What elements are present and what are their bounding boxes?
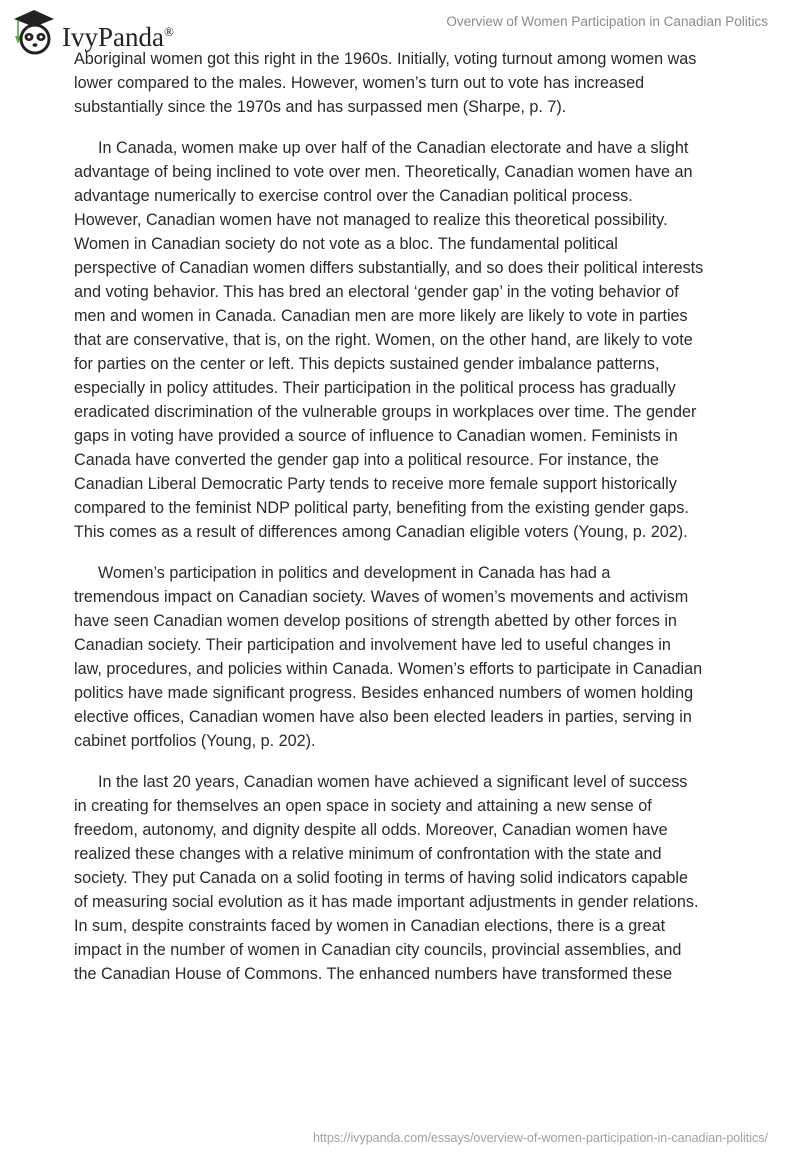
paragraph-line: realized these changes with a relative minimum of confrontation with the state and (74, 845, 662, 863)
paragraph-line: Canada have converted the gender gap into a political resource. For instance, the (74, 451, 659, 469)
paragraph-line: Aboriginal women got this right in the 1960s. Initially, voting turnout among women was (74, 50, 697, 68)
paragraph-line: eradicated discrimination of the vulnerable groups in workplaces over time. The gender (74, 403, 697, 421)
logo-name: IvyPanda (62, 21, 164, 52)
paragraph-line: advantage of being inclined to vote over men. Theoretically, Canadian women have an (74, 163, 693, 181)
paragraph-line: Canadian Liberal Democratic Party tends to receive more female support historically (74, 475, 677, 493)
paragraph-line: for parties on the center or left. This depicts sustained gender imbalance patterns, (74, 355, 660, 373)
paragraph-line: and voting behavior. This has bred an electoral ‘gender gap’ in the voting behavior of (74, 283, 679, 301)
paragraph-line: gaps in voting have provided a source of influence to Canadian women. Feminists in (74, 427, 678, 445)
paragraph-line: politics have made significant progress. Besides enhanced numbers of women holding (74, 684, 694, 702)
paragraph-line: advantage numerically to exercise control over the Canadian political process. (74, 187, 633, 205)
paragraph-line: substantially since the 1970s and has surpassed men (Sharpe, p. 7). (74, 98, 567, 116)
paragraph-line: This comes as a result of differences among Canadian eligible voters (Young, p. 202). (74, 523, 688, 541)
essay-paragraph (74, 561, 774, 753)
paragraph-line: have seen Canadian women develop positions of strength abetted by other forces in (74, 612, 677, 630)
paragraph-line: men and women in Canada. Canadian men are more likely are likely to vote in parties (74, 307, 688, 325)
source-url[interactable]: https://ivypanda.com/essays/overview-of-women-participation-in-canadian-politics/ (312, 1131, 768, 1145)
paragraph-line: in creating for themselves an open space in society and attaining a new sense of (74, 797, 652, 815)
registered-mark: ® (163, 23, 174, 39)
paragraph-line: tremendous impact on Canadian society. Waves of women’s movements and activism (74, 588, 689, 606)
document-title: Overview of Women Participation in Canadian Politics (446, 14, 768, 29)
paragraph-line: especially in policy attitudes. Their participation in the political process has gradually (74, 379, 676, 397)
paragraph-line: Canadian society. Their participation and involvement have led to useful changes in (74, 636, 671, 654)
essay-paragraph (74, 47, 774, 119)
essay-paragraph (74, 770, 774, 986)
panda-graduate-icon (12, 8, 56, 56)
paragraph-line: In sum, despite constraints faced by women in Canadian elections, there is a great (74, 917, 666, 935)
essay-body (74, 47, 774, 1003)
paragraph-line: perspective of Canadian women differs substantially, and so does their political interests (74, 259, 704, 277)
paragraph-line: However, Canadian women have not managed to realize this theoretical possibility. (74, 211, 668, 229)
paragraph-line: that are conservative, that is, on the right. Women, on the other hand, are likely to vote (74, 331, 693, 349)
paragraph-line: In Canada, women make up over half of the Canadian electorate and have a slight (98, 139, 689, 157)
paragraph-line: impact in the number of women in Canadian city councils, provincial assemblies, and (74, 941, 682, 959)
paragraph-line: cabinet portfolios (Young, p. 202). (74, 732, 316, 750)
paragraph-line: In the last 20 years, Canadian women have achieved a significant level of success (98, 773, 688, 791)
paragraph-line: freedom, autonomy, and dignity despite all odds. Moreover, Canadian women have (74, 821, 668, 839)
essay-paragraph (74, 136, 774, 544)
paragraph-line: of measuring social evolution as it has made important adjustments in gender relations. (74, 893, 699, 911)
paragraph-line: Women’s participation in politics and development in Canada has had a (98, 564, 611, 582)
paragraph-line: compared to the feminist NDP political party, benefiting from the existing gender gaps. (74, 499, 689, 517)
paragraph-line: law, procedures, and policies within Canada. Women’s efforts to participate in Canadian (74, 660, 703, 678)
paragraph-line: lower compared to the males. However, women’s turn out to vote has increased (74, 74, 645, 92)
paragraph-line: elective offices, Canadian women have also been elected leaders in parties, serving in (74, 708, 692, 726)
paragraph-line: society. They put Canada on a solid footing in terms of having solid indicators capable (74, 869, 688, 887)
paragraph-line: Women in Canadian society do not vote as a bloc. The fundamental political (74, 235, 618, 253)
paragraph-line: the Canadian House of Commons. The enhanced numbers have transformed these (74, 965, 673, 983)
